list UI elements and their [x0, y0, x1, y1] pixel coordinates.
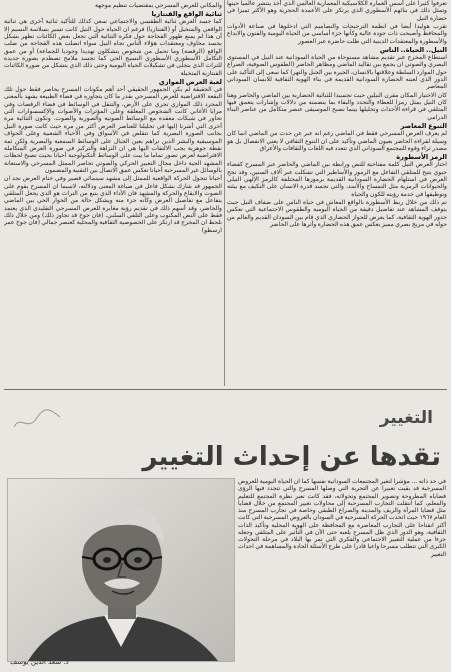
- paragraph: لم يعرف العرض المسرحي فقط في الماضي رغم انه عبر عن حدث من الماضي انما كان وسيلة لقراءة الحاضر بعيون الماضي وتأكيد على ان التنوع الثقافي لا يعني الانفصال بل هو مصدر ثراء وقوة للمجتمع السوداني الذي تتعدد فيه اللغات والثقافات والأعراق: [227, 130, 447, 152]
- paragraph: في حد ذاته ... مؤشرا لتغير المجتمعات السودانية نفسها كما ان الحياة اليومية للعروض المسرحية قد بقيت تعبيرا عن التجربة التي وصلها المسرح والتي تتجدد فيها الرؤى قضاياه المطروحة وتصوير المجتمع وتحولاته، فقد كانت تعبر نظرة المجتمع للتعليم والمعلم، كما انتقلت التجارب المسرحية إلى محاولات تغيير المجتمع من خلال قضايا مثل قضايا المرأة والريف والمدينة والصراع الطبقي وخاصة في تجارب المسرح منذ العام ١٩٦٧ حيث اتخذت الحركة المسرحية في السودان بالعروض المسرحية التي كانت أكثر انفتاحا على التجارب المعاصرة مع المحافظة على الهوية المحلية وتأكيد الذات الثقافية، وهو الدور الذي ظل المسرح يلعبه حتى الآن في التأثير على المتلقي وجعله جزءا من عملية التغيير الاجتماعي والفكري التي تمر بها البلاد في مرحلة التحولات الكبرى التي تتطلب مسرحا واعيا قادرا على طرح الأسئلة الجادة والمساهمة في احداث التغيير: [238, 478, 446, 558]
- paragraph: والمكاني للعرض المسرحي بمقتضيات تنظيم موجهة: [95, 2, 222, 9]
- feature-body-column: [238, 478, 446, 666]
- article-column-left: [4, 2, 222, 386]
- section-heading: النيل.. الحياة.. الناس: [379, 46, 447, 55]
- section-heading: لعبة العرض الموازي: [158, 78, 222, 87]
- paragraph: كما جسد العرض ثنائية الطقسي والاجتماعي سعي كذلك للتأكيد ثنائية أخرى هي ثنائية الواقعي والمتخيل أو (الفنتازيا) فرغم ان الحياة حول النيل كانت تسير بسلاسة النسيم إلا أن هذا لم يمنع ظهور الفجاجة حول فكرة الثنائية التي تجعل بعض الكائنات تظهر بشكل يجسد مخاوف ومعتقدات هؤلاء الناس تجاه النيل سواء اتصلت هذه الفجاجة من صلب الواقع (الرقصة) وما تحمل من شخوص يتشكلون تهديدا وجوديا للجماعة) أو من عمق التكامل الأسطوري الأسطوري النسيج الحي كما تجسد ملامح تصطدم بصورة جديدة للتراث الذي يتجلى في تشكيلات الحياة اليومية وحتى ذلك الذي يتشكل من صورة الكائنات الفنتازية المتخيلة: [4, 18, 222, 77]
- paragraph: كان الاختيار المكان مقرن النيلين حيث تجسيدا للثنائية الحضارية بين الماضي والحاضر وهنا كان النيل يمثل رمزا للعطاء والتجدد والبقاء بما يتضمنه من دلالات وإشارات يتعمق فيها المتلقي في قراءة الأحداث وتحليلها بينما تصبح الموسيقى عنصر متكامل من عناصر البناء الدرامي: [227, 91, 447, 121]
- paragraph: تم ذلك من خلال ربط الأسطورة بالواقع المعاش في حياة الناس على ضفاف النيل حيث يتوقف المشاهد عند تفاصيل دقيقة من الحياة اليومية والطقوس الاجتماعية التي تعكس جذور الهوية الثقافية، كما يعرض للحوار الحضاري الذي قام بين السودان القديم والعالم من حوله في مزيج بصري مميز يعكس عمق هذه الحضارة وأثرها على الحاضر: [227, 198, 447, 228]
- feature-headline: تقدها عن إحداث التغيير: [142, 442, 441, 472]
- article-column-right: [227, 0, 447, 386]
- ink-scribble-mark: [8, 397, 68, 437]
- paragraph: في الحقيقة لم يكن الجمهور الحقيقي أحد أهم مكونات المسرح يحاصر فقط حول تلك البقعة الافتراضية للعرض المسرحي بقدر ما كان يتجاوزه في فضاء الطبيعة يشهد بالمعنى المجرد ذلك الموازي تجري على الأرض، والتنقل في الوسائط في فضاء الرقصات وفي مرايا الأغاني كانت الشخوص المعلقة وعلى المؤثرات والأصوات والإكسسوارات التي تحاور في شبكات معقدة مع الوسائط الصوتية والصورية والصوت. وتكون الثنائية مرة أخرى التي أشرنا إليها في تحليلنا للعناصر العرض أكثر من مرة حيث كانت صورة النيل بجانب الصورة البصرية كما تتقلص في الأسواق وفي الأحياء الشعبية وعلى الحواف الموسيقية والبشر الذين تراهم بعين الجبال على الوسائط السمعية والبصرية ولكن ثمة نقطة جوهرية يجب الالتفات اليها هي ان النزاهة والتركيز في صورة العرض المتكاملة الافتراضية لعرض تصور تماما ما بيت على الوسائط التكنولوجية أحيانا بحيث تصبح لحظات المشهد الحية داخل مجال التعبير الحركي والصوتي تحاصر الممثل المسرحي والاستعانة بالوسائل غير المسرحية أحيانا تعكس عمق الاتصال بين التقنية والمضمون: [4, 86, 222, 174]
- section-heading: التنوع المعاصر: [400, 122, 447, 131]
- section-heading: ثنائية الواقع والفنتازيا: [151, 10, 222, 19]
- portrait-photo: [7, 478, 235, 662]
- section-heading: الرمز الأسطورة: [396, 153, 447, 162]
- feature-kicker: التغيير: [379, 408, 433, 428]
- photo-caption: د. سعد الدين يوسف: [10, 658, 69, 666]
- paragraph: تعرفوا كثيرا على أسس العمارة الكلاسيكية المعمارية العالمي الذي أخذ ينتشر عالميا حينها وتمثل ذلك في بنائهم الأسطوري الذي يرتكز على الأعمدة الحجرية وهو الأكثر تميزا في حضارة النيل: [227, 0, 447, 22]
- paragraph: أحيانا تتحول الحركة الواقعية للممثل إلى مشهد سينمائي قصير وفي ختام العرض نجد ان الجمهور قد شارك بشكل فاعل في صياغة المعنى ودلالته، لاسيما ان المسرح يقوم على الصوت والايقاع والحركة والمشهد فان الأداء الذي ينبع من التراث هو الذي يجعل المتلقي يتفاعل مع تفاصيل العرض وكأنه جزء منه ويشكل حالة من الحوار الحي بين الماضي والحاضر، وقد أسهم ذلك في تقديم رؤية مغايرة للعرض المسرحي التقليدي الذي يعتمد فقط على النص المكتوب وعلى التلقي السلبي. (فان جوخ قد تجاوز ذلك) ومن خلال ذلك نلحظ ان المخرج قد ارتكز على الخصوصية الثقافية والمحلية كعنصر جمالي (فان جوخ عمر ارسطو): [4, 175, 222, 234]
- section-divider: [4, 389, 447, 390]
- portrait-illustration: [8, 479, 234, 661]
- paragraph: اختار العرض النيل كلمة مفتاحية للنص ورابطة بين الماضي والحاضر عبر المسرح كفضاء حيوي يتيح للمتلقي التفاعل مع الرموز والأساطير التي تشكلت عبر آلاف السنين، وقد نجح العرض في استلهام الحضارة السودانية القديمة برموزها المختلفة كالرمز الإلهي النيلي والحيوانات الرمزية مثل التمساح والأسد، والتي تجسد قدرة الانسان على التكيف مع بيئته وتوظيفها في خدمة رؤيته للكون والحياة: [227, 161, 447, 198]
- paragraph: تقرب هوليدا أيضا في انظمة الترجيحات والتصاميم التي ادخلوها في صناعة الأدوات والمحافظ وأصبحت ذات جودة عالية وكأنها جزء أساسي من الحياة اليومية والفنون والابداع والأسطورة والمعتقدات الدينية التي ظلت حاضرة عبر العصور: [227, 23, 447, 45]
- paragraph: استطاع المخرج عبر تقديم مشاهد مستوحاة من الحياة السودانية عند النيل في المستوى البصري والصوتي ان يجمع بين تقاليد الماضي ومظاهر الحاضر (الطقوس الصوفية، الصراع حول الموارد السلطة وعلاقتها بالانسان، الجيرة بين الجبل والنهر) كما سعى إلى التأكيد على الدور الذي لعبته الحضارة السودانية القديمة في بناء الهوية الثقافية للانسان السوداني المعاصر: [227, 54, 447, 91]
- column-divider: [224, 0, 225, 386]
